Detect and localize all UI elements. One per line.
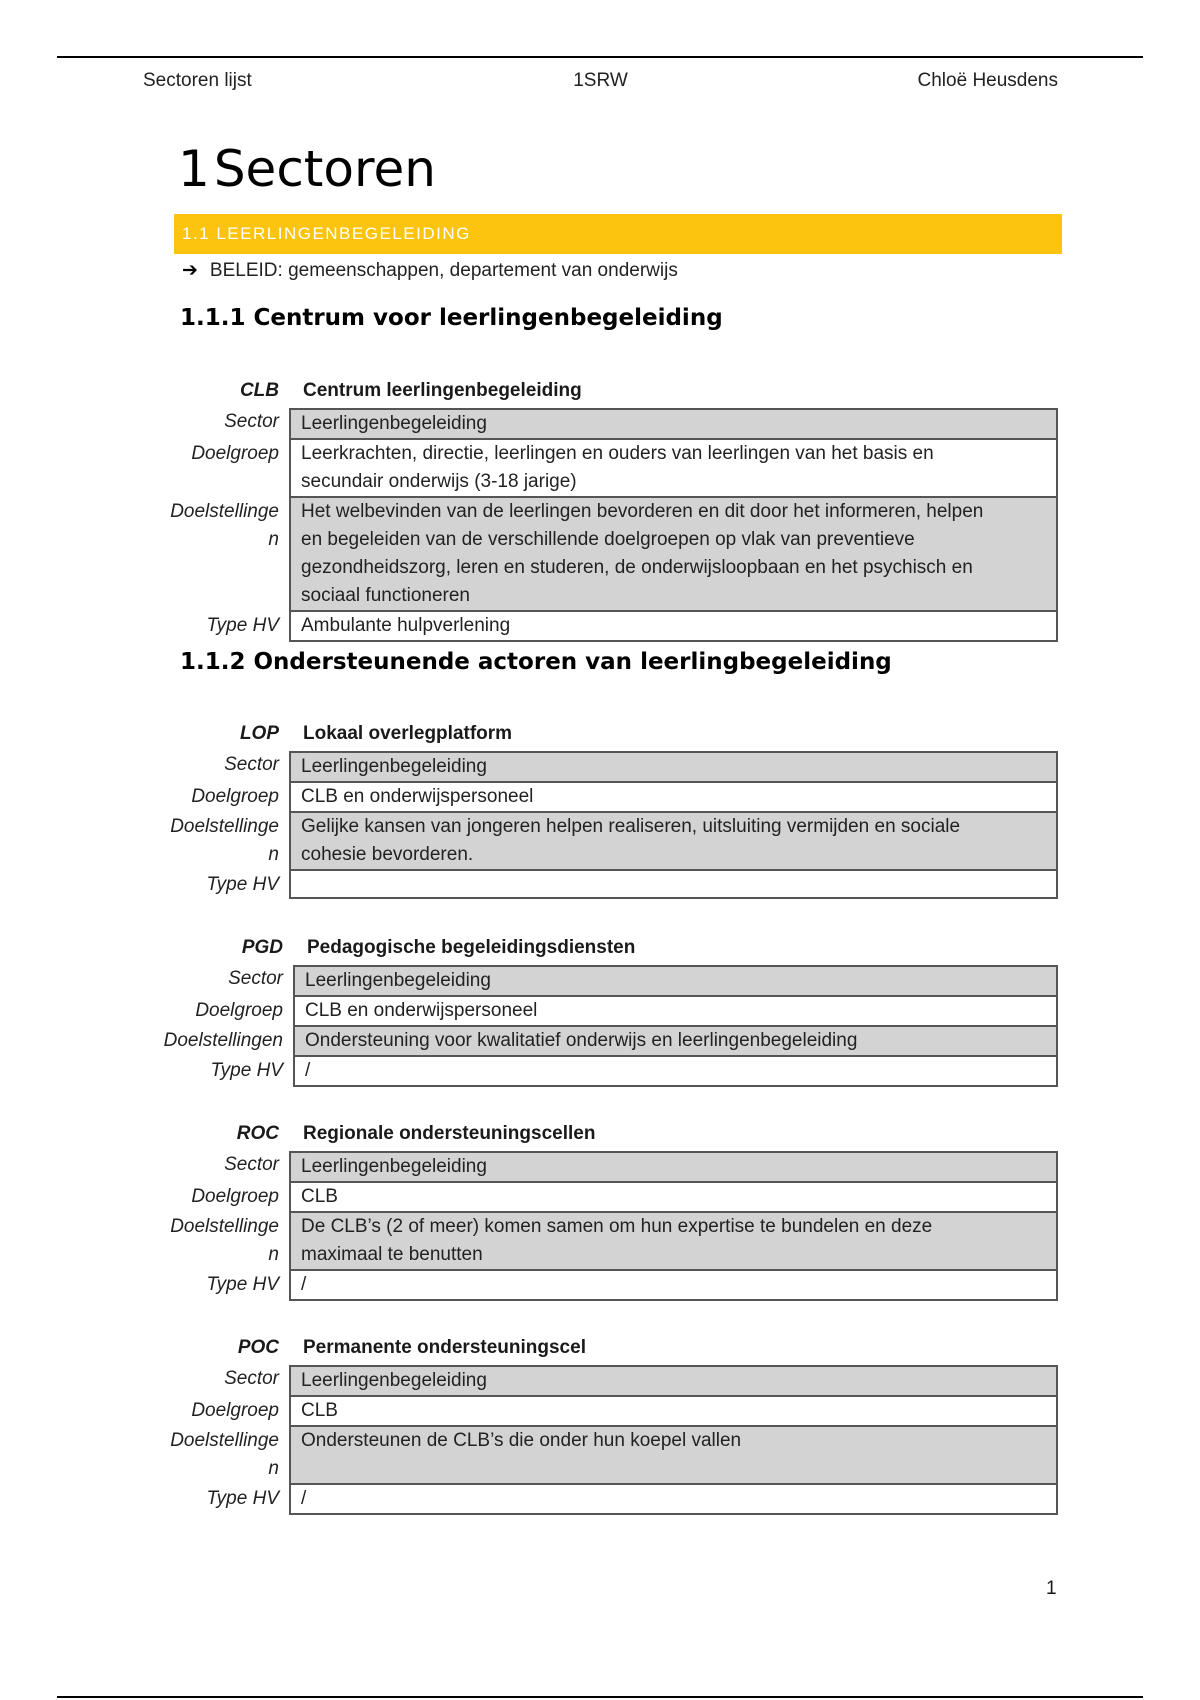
row-label: Doelgroep	[191, 1186, 279, 1207]
table-row	[143, 1027, 1058, 1057]
table-row	[143, 871, 1058, 899]
table-title: Pedagogische begeleidingsdiensten	[307, 937, 636, 958]
bullet-text: BELEID: gemeenschappen, departement van onderwijs	[209, 260, 678, 281]
table-row	[143, 1271, 1058, 1301]
row-value: De CLB’s (2 of meer) komen samen om hun expertise te bundelen en deze maximaal te benutten	[289, 1213, 1058, 1271]
row-label: Sector	[224, 754, 279, 775]
row-label: Type HV	[206, 1488, 279, 1509]
row-value: Leerlingenbegeleiding	[289, 1365, 1058, 1397]
row-value: Leerlingenbegeleiding	[289, 408, 1058, 440]
table-row	[143, 1183, 1058, 1213]
clb-table	[143, 380, 1058, 642]
table-row	[143, 1213, 1058, 1271]
table-row	[143, 408, 1058, 440]
row-value	[289, 871, 1058, 899]
table-row	[143, 440, 1058, 498]
row-label: Type HV	[210, 1060, 283, 1081]
row-label: Doelstellinge n	[170, 1216, 279, 1265]
row-label: Doelstellinge n	[170, 1430, 279, 1479]
row-value: /	[293, 1057, 1058, 1087]
table-title: Centrum leerlingenbegeleiding	[303, 380, 582, 401]
row-value: /	[289, 1485, 1058, 1515]
row-value: CLB en onderwijspersoneel	[289, 783, 1058, 813]
header-center: 1SRW	[573, 70, 628, 91]
pgd-table	[143, 937, 1058, 1087]
row-value: CLB en onderwijspersoneel	[293, 997, 1058, 1027]
table-row	[143, 1151, 1058, 1183]
top-rule	[57, 56, 1143, 58]
table-abbr: LOP	[239, 723, 279, 744]
row-label: Sector	[228, 968, 283, 989]
table-row	[143, 783, 1058, 813]
row-label: Type HV	[206, 1274, 279, 1295]
table-title: Permanente ondersteuningscel	[303, 1337, 586, 1358]
roc-table	[143, 1123, 1058, 1301]
page-number: 1	[1046, 1578, 1057, 1599]
row-value: Leerlingenbegeleiding	[289, 1151, 1058, 1183]
table-row	[143, 612, 1058, 642]
page-header	[143, 70, 1058, 98]
row-label: Sector	[224, 411, 279, 432]
table-abbr: ROC	[236, 1123, 279, 1144]
table-row	[143, 751, 1058, 783]
subsection-heading-1: 1.1.1 Centrum voor leerlingenbegeleiding	[180, 305, 723, 331]
table-abbr: POC	[237, 1337, 279, 1358]
row-label: Doelstellinge n	[170, 501, 279, 550]
row-label: Sector	[224, 1368, 279, 1389]
row-label: Doelgroep	[191, 443, 279, 464]
lop-table	[143, 723, 1058, 899]
heading-number: 1	[178, 140, 210, 198]
row-value: Ondersteuning voor kwalitatief onderwijs en leerlingenbegeleiding	[293, 1027, 1058, 1057]
row-label: Doelstellingen	[163, 1030, 283, 1051]
policy-bullet	[182, 259, 678, 282]
poc-table	[143, 1337, 1058, 1515]
row-value: Het welbevinden van de leerlingen bevorderen en dit door het informeren, helpen en begeleiden van de verschillende doelgroepen op vlak van preventieve gezondheidszorg, leren en studeren, de onderwijsloopbaan en het psychisch en sociaal functioneren	[289, 498, 1058, 612]
page-title	[178, 140, 436, 198]
row-label: Type HV	[206, 615, 279, 636]
row-label: Doelgroep	[191, 786, 279, 807]
table-row	[143, 813, 1058, 871]
row-value: CLB	[289, 1183, 1058, 1213]
section-banner: 1.1 LEERLINGENBEGELEIDING	[174, 214, 1062, 254]
table-row	[143, 965, 1058, 997]
row-value: Leerlingenbegeleiding	[289, 751, 1058, 783]
row-value: Leerlingenbegeleiding	[293, 965, 1058, 997]
row-label: Doelgroep	[195, 1000, 283, 1021]
table-row	[143, 1397, 1058, 1427]
row-label: Type HV	[206, 874, 279, 895]
row-value: Gelijke kansen van jongeren helpen realiseren, uitsluiting vermijden en sociale cohesie bevorderen.	[289, 813, 1058, 871]
table-row	[143, 498, 1058, 612]
arrow-icon: ➔	[182, 260, 198, 281]
heading-text: Sectoren	[213, 140, 436, 198]
table-row	[143, 997, 1058, 1027]
table-row	[143, 1485, 1058, 1515]
row-value: /	[289, 1271, 1058, 1301]
row-label: Doelgroep	[191, 1400, 279, 1421]
subsection-heading-2: 1.1.2 Ondersteunende actoren van leerlingbegeleiding	[180, 649, 892, 675]
row-label: Doelstellinge n	[170, 816, 279, 865]
table-row	[143, 1365, 1058, 1397]
row-value: Leerkrachten, directie, leerlingen en ouders van leerlingen van het basis en secundair onderwijs (3-18 jarige)	[289, 440, 1058, 498]
row-value: Ambulante hulpverlening	[289, 612, 1058, 642]
header-left: Sectoren lijst	[143, 70, 252, 91]
bottom-rule	[57, 1696, 1143, 1698]
table-row	[143, 1427, 1058, 1485]
table-abbr: CLB	[239, 380, 279, 401]
table-abbr: PGD	[241, 937, 283, 958]
row-value: CLB	[289, 1397, 1058, 1427]
table-title: Regionale ondersteuningscellen	[303, 1123, 596, 1144]
header-right: Chloë Heusdens	[917, 70, 1058, 91]
table-row	[143, 1057, 1058, 1087]
table-title: Lokaal overlegplatform	[303, 723, 513, 744]
row-value: Ondersteunen de CLB’s die onder hun koepel vallen	[289, 1427, 1058, 1485]
row-label: Sector	[224, 1154, 279, 1175]
